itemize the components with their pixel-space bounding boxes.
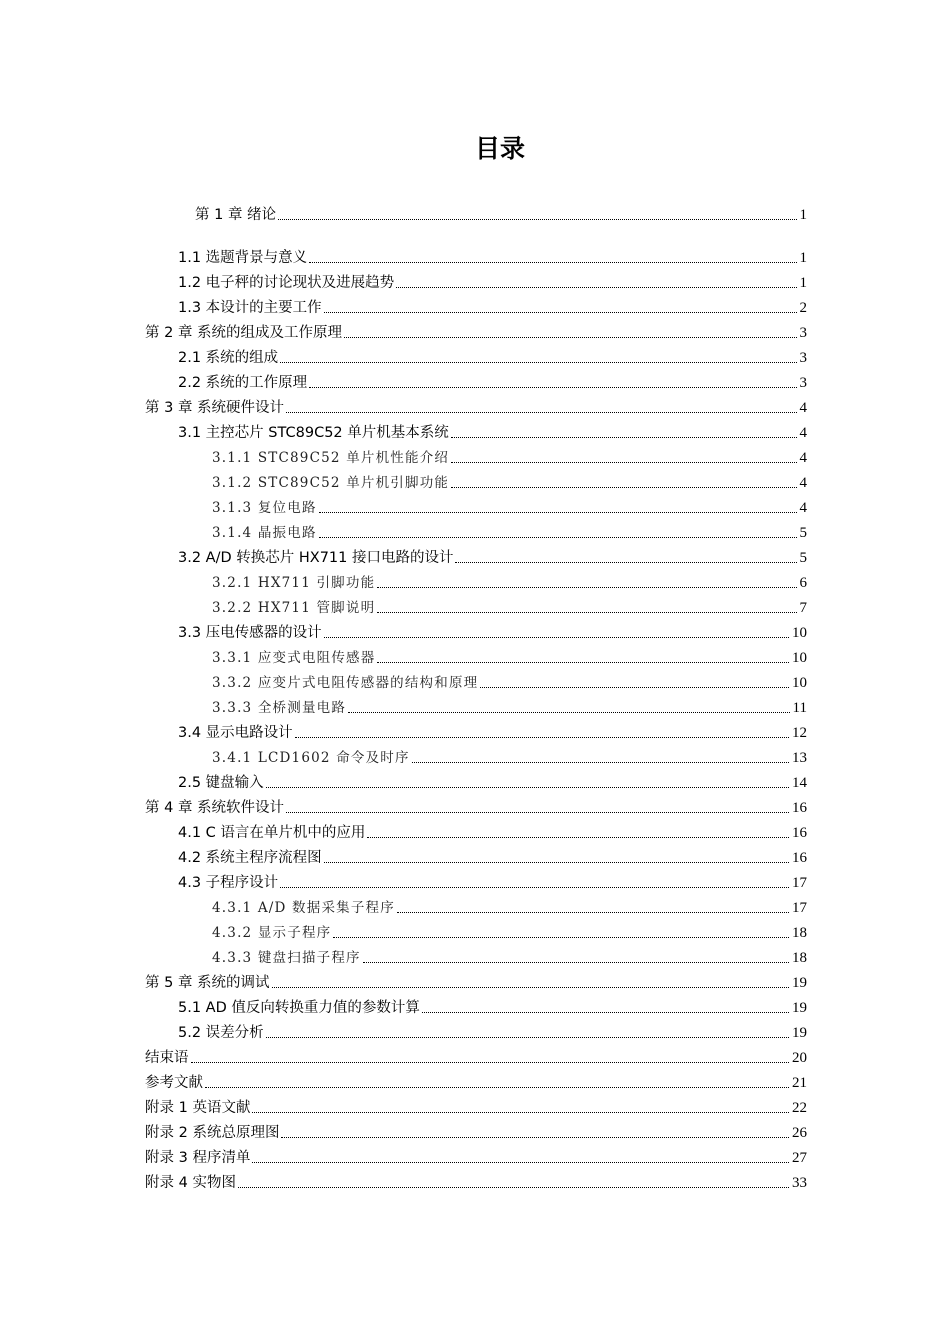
toc-entry-label: 3.1 主控芯片 STC89C52 单片机基本系统 <box>178 425 449 441</box>
toc-entry-label: 4.2 系统主程序流程图 <box>178 850 322 866</box>
toc-entry[interactable] <box>145 1118 807 1142</box>
toc-entry[interactable] <box>212 893 807 917</box>
toc-entry[interactable] <box>145 1143 807 1167</box>
toc-entry-label: 附录 3 程序清单 <box>145 1150 251 1166</box>
toc-entry-page-number: 17 <box>792 900 807 916</box>
toc-entry[interactable] <box>178 868 807 892</box>
toc-entry-page-number: 14 <box>792 775 807 791</box>
toc-entry[interactable] <box>178 543 807 567</box>
toc-entry-page-number: 6 <box>799 575 807 591</box>
toc-entry[interactable] <box>178 368 807 392</box>
toc-dot-leader <box>295 737 789 738</box>
toc-dot-leader <box>238 1187 789 1188</box>
toc-entry-page-number: 13 <box>792 750 807 766</box>
toc-entry-label: 结束语 <box>145 1050 189 1066</box>
toc-dot-leader <box>455 562 796 563</box>
toc-entry-label: 1.3 本设计的主要工作 <box>178 300 322 316</box>
toc-entry[interactable] <box>178 268 807 292</box>
toc-entry[interactable] <box>178 818 807 842</box>
toc-dot-leader <box>344 337 796 338</box>
toc-entry-label: 参考文献 <box>145 1075 203 1091</box>
toc-dot-leader <box>286 412 796 413</box>
toc-entry-page-number: 19 <box>792 975 807 991</box>
toc-entry-label: 4.3.2 显示子程序 <box>212 925 332 941</box>
toc-dot-leader <box>281 1137 789 1138</box>
toc-dot-leader <box>397 912 789 913</box>
toc-dot-leader <box>363 962 789 963</box>
toc-entry[interactable] <box>212 493 807 517</box>
toc-entry-label: 2.5 键盘输入 <box>178 775 264 791</box>
toc-entry-label: 3.3.1 应变式电阻传感器 <box>212 650 376 666</box>
toc-entry-page-number: 26 <box>792 1125 807 1141</box>
toc-entry-page-number: 22 <box>792 1100 807 1116</box>
toc-entry[interactable] <box>145 1043 807 1067</box>
toc-entry-page-number: 17 <box>792 875 807 891</box>
toc-entry[interactable] <box>145 393 807 417</box>
toc-entry[interactable] <box>178 418 807 442</box>
toc-entry-label: 第 3 章 系统硬件设计 <box>145 400 285 416</box>
toc-entry-page-number: 5 <box>799 525 807 541</box>
toc-entry[interactable] <box>212 668 807 692</box>
toc-entry[interactable] <box>212 918 807 942</box>
toc-entry-page-number: 27 <box>792 1150 807 1166</box>
toc-entry-page-number: 4 <box>799 475 807 491</box>
toc-entry[interactable] <box>178 1018 807 1042</box>
toc-entry-page-number: 19 <box>792 1000 807 1016</box>
toc-entry[interactable] <box>178 718 807 742</box>
toc-dot-leader <box>451 487 796 488</box>
toc-entry-page-number: 12 <box>792 725 807 741</box>
toc-entry-label: 3.4.1 LCD1602 命令及时序 <box>212 750 410 766</box>
toc-entry[interactable] <box>212 518 807 542</box>
toc-entry-label: 3.3.2 应变片式电阻传感器的结构和原理 <box>212 675 479 691</box>
toc-dot-leader <box>377 612 796 613</box>
toc-entry-label: 1.2 电子秤的讨论现状及进展趋势 <box>178 275 395 291</box>
toc-entry-label: 1.1 选题背景与意义 <box>178 250 308 266</box>
toc-entry-label: 附录 2 系统总原理图 <box>145 1125 280 1141</box>
toc-dot-leader <box>309 387 796 388</box>
toc-entry-page-number: 16 <box>792 800 807 816</box>
toc-entry-page-number: 20 <box>792 1050 807 1066</box>
toc-entry-page-number: 10 <box>792 625 807 641</box>
toc-dot-leader <box>377 662 789 663</box>
toc-entry[interactable] <box>178 243 807 267</box>
toc-entry-page-number: 5 <box>799 550 807 566</box>
toc-entry-label: 第 1 章 绪论 <box>195 207 277 223</box>
toc-entry[interactable] <box>178 993 807 1017</box>
toc-entry-label: 3.4 显示电路设计 <box>178 725 293 741</box>
toc-entry-page-number: 2 <box>799 300 807 316</box>
toc-dot-leader <box>333 937 789 938</box>
toc-dot-leader <box>309 262 796 263</box>
toc-entry[interactable] <box>212 443 807 467</box>
toc-entry-label: 第 5 章 系统的调试 <box>145 975 270 991</box>
toc-dot-leader <box>252 1112 789 1113</box>
toc-dot-leader <box>324 312 797 313</box>
toc-dot-leader <box>422 1012 789 1013</box>
toc-entry-page-number: 18 <box>792 950 807 966</box>
toc-entry[interactable] <box>145 1068 807 1092</box>
toc-dot-leader <box>324 862 789 863</box>
toc-entry-page-number: 4 <box>799 500 807 516</box>
toc-dot-leader <box>272 987 789 988</box>
toc-dot-leader <box>412 762 789 763</box>
toc-entry-label: 3.2 A/D 转换芯片 HX711 接口电路的设计 <box>178 550 454 566</box>
toc-entry-label: 2.2 系统的工作原理 <box>178 375 308 391</box>
toc-dot-leader <box>252 1162 789 1163</box>
toc-entry[interactable] <box>212 943 807 967</box>
toc-entry-label: 附录 4 实物图 <box>145 1175 236 1191</box>
toc-entry-page-number: 4 <box>799 450 807 466</box>
toc-dot-leader <box>286 812 789 813</box>
toc-entry[interactable] <box>145 793 807 817</box>
toc-dot-leader <box>319 537 797 538</box>
toc-entry-label: 4.3.3 键盘扫描子程序 <box>212 950 361 966</box>
toc-entry-label: 2.1 系统的组成 <box>178 350 279 366</box>
toc-entry-label: 附录 1 英语文献 <box>145 1100 251 1116</box>
toc-entry[interactable] <box>178 343 807 367</box>
toc-entry[interactable] <box>178 843 807 867</box>
toc-entry-page-number: 4 <box>799 425 807 441</box>
toc-entry[interactable] <box>145 968 807 992</box>
toc-entry-page-number: 19 <box>792 1025 807 1041</box>
toc-entry-page-number: 21 <box>792 1075 807 1091</box>
toc-entry-page-number: 3 <box>799 350 807 366</box>
toc-entry-page-number: 4 <box>799 400 807 416</box>
toc-entry[interactable] <box>195 200 807 224</box>
toc-entry[interactable] <box>212 568 807 592</box>
toc-dot-leader <box>191 1062 790 1063</box>
toc-entry[interactable] <box>145 318 807 342</box>
toc-entry-page-number: 10 <box>792 650 807 666</box>
toc-dot-leader <box>280 887 789 888</box>
toc-entry[interactable] <box>178 618 807 642</box>
toc-entry-label: 第 4 章 系统软件设计 <box>145 800 285 816</box>
toc-entry[interactable] <box>212 643 807 667</box>
toc-entry-page-number: 11 <box>792 700 807 716</box>
toc-entry[interactable] <box>145 1168 807 1192</box>
toc-entry-label: 4.1 C 语言在单片机中的应用 <box>178 825 366 841</box>
toc-dot-leader <box>324 637 789 638</box>
toc-entry-label: 3.2.1 HX711 引脚功能 <box>212 575 376 591</box>
toc-entry-label: 4.3 子程序设计 <box>178 875 279 891</box>
toc-dot-leader <box>367 837 789 838</box>
toc-dot-leader <box>278 219 796 220</box>
toc-entry-label: 3.2.2 HX711 管脚说明 <box>212 600 376 616</box>
toc-entry-page-number: 3 <box>799 375 807 391</box>
toc-entry-page-number: 7 <box>799 600 807 616</box>
toc-entry-page-number: 16 <box>792 850 807 866</box>
toc-entry-label: 5.2 误差分析 <box>178 1025 264 1041</box>
toc-entry[interactable] <box>212 593 807 617</box>
toc-entry-page-number: 1 <box>799 275 807 291</box>
toc-dot-leader <box>280 362 796 363</box>
toc-entry-page-number: 18 <box>792 925 807 941</box>
toc-entry-page-number: 3 <box>799 325 807 341</box>
toc-dot-leader <box>480 687 789 688</box>
toc-dot-leader <box>266 787 789 788</box>
toc-dot-leader <box>348 712 790 713</box>
toc-entry-label: 3.1.4 晶振电路 <box>212 525 317 541</box>
toc-dot-leader <box>319 512 797 513</box>
toc-entry[interactable] <box>178 293 807 317</box>
toc-entry-label: 3.3.3 全桥测量电路 <box>212 700 347 716</box>
toc-dot-leader <box>266 1037 789 1038</box>
toc-entry-page-number: 1 <box>799 207 807 223</box>
toc-entry-page-number: 10 <box>792 675 807 691</box>
toc-entry-label: 4.3.1 A/D 数据采集子程序 <box>212 900 395 916</box>
toc-dot-leader <box>377 587 796 588</box>
toc-dot-leader <box>451 462 796 463</box>
toc-dot-leader <box>396 287 796 288</box>
toc-entry-label: 3.1.2 STC89C52 单片机引脚功能 <box>212 475 450 491</box>
toc-entry-page-number: 16 <box>792 825 807 841</box>
toc-entry[interactable] <box>212 693 807 717</box>
toc-entry-label: 3.3 压电传感器的设计 <box>178 625 322 641</box>
toc-entry-label: 5.1 AD 值反向转换重力值的参数计算 <box>178 1000 420 1016</box>
toc-entry[interactable] <box>212 468 807 492</box>
toc-entry[interactable] <box>212 743 807 767</box>
toc-entry-label: 3.1.3 复位电路 <box>212 500 317 516</box>
toc-entry[interactable] <box>145 1093 807 1117</box>
toc-dot-leader <box>451 437 797 438</box>
toc-entry[interactable] <box>178 768 807 792</box>
toc-entry-label: 第 2 章 系统的组成及工作原理 <box>145 325 343 341</box>
toc-entry-label: 3.1.1 STC89C52 单片机性能介绍 <box>212 450 450 466</box>
toc-dot-leader <box>205 1087 789 1088</box>
toc-entry-page-number: 33 <box>792 1175 807 1191</box>
toc-entry-page-number: 1 <box>799 250 807 266</box>
page-title: 目录 <box>474 134 525 163</box>
